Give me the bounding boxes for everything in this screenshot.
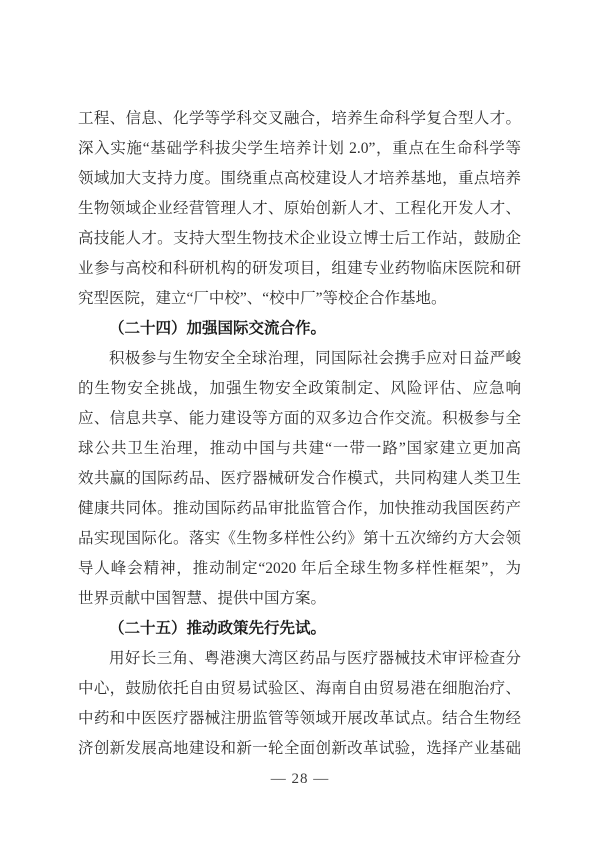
paragraph-line: 积极参与生物安全全球治理，同国际社会携手应对日益严峻 — [109, 350, 521, 367]
paragraph-line: 高技能人才。支持大型生物技术企业设立博士后工作站，鼓励企 — [78, 230, 521, 247]
section-heading: （二十五）推动政策先行先试。 — [109, 620, 327, 637]
paragraph-line: 球公共卫生治理，推动中国与共建“一带一路”国家建立更加高 — [78, 440, 521, 457]
paragraph-line: 生物领域企业经营管理人才、原始创新人才、工程化开发人才、 — [78, 200, 521, 217]
paragraph-line: 业参与高校和科研机构的研发项目，组建专业药物临床医院和研 — [78, 260, 521, 277]
paragraph-line: 导人峰会精神，推动制定“2020 年后全球生物多样性框架”，为 — [78, 560, 521, 577]
paragraph-line: 应、信息共享、能力建设等方面的双多边合作交流。积极参与全 — [78, 410, 521, 427]
paragraph-line: 中心，鼓励依托自由贸易试验区、海南自由贸易港在细胞治疗、 — [78, 680, 521, 697]
paragraph-line: 深入实施“基础学科拔尖学生培养计划 2.0”，重点在生命科学等 — [78, 140, 521, 157]
paragraph-line: 健康共同体。推动国际药品审批监管合作，加快推动我国医药产 — [78, 500, 521, 517]
paragraph-line: 品实现国际化。落实《生物多样性公约》第十五次缔约方大会领 — [78, 530, 521, 547]
paragraph-line: 世界贡献中国智慧、提供中国方案。 — [78, 590, 327, 607]
section-heading: （二十四）加强国际交流合作。 — [109, 320, 327, 337]
paragraph-line: 究型医院，建立“厂中校”、“校中厂”等校企合作基地。 — [78, 290, 447, 307]
paragraph-line: 济创新发展高地建设和新一轮全面创新改革试验，选择产业基础 — [78, 740, 521, 757]
paragraph-line: 领域加大支持力度。围绕重点高校建设人才培养基地，重点培养 — [78, 170, 521, 187]
page-number: — 28 — — [270, 771, 330, 787]
paragraph-line: 的生物安全挑战，加强生物安全政策制定、风险评估、应急响 — [78, 380, 521, 397]
paragraph-line: 效共赢的国际药品、医疗器械研发合作模式，共同构建人类卫生 — [78, 470, 521, 487]
paragraph-line: 工程、信息、化学等学科交叉融合，培养生命科学复合型人才。 — [78, 110, 521, 127]
paragraph-line: 中药和中医医疗器械注册监管等领域开展改革试点。结合生物经 — [78, 710, 521, 727]
document-body — [78, 104, 521, 764]
paragraph-line: 用好长三角、粤港澳大湾区药品与医疗器械技术审评检查分 — [109, 650, 521, 667]
